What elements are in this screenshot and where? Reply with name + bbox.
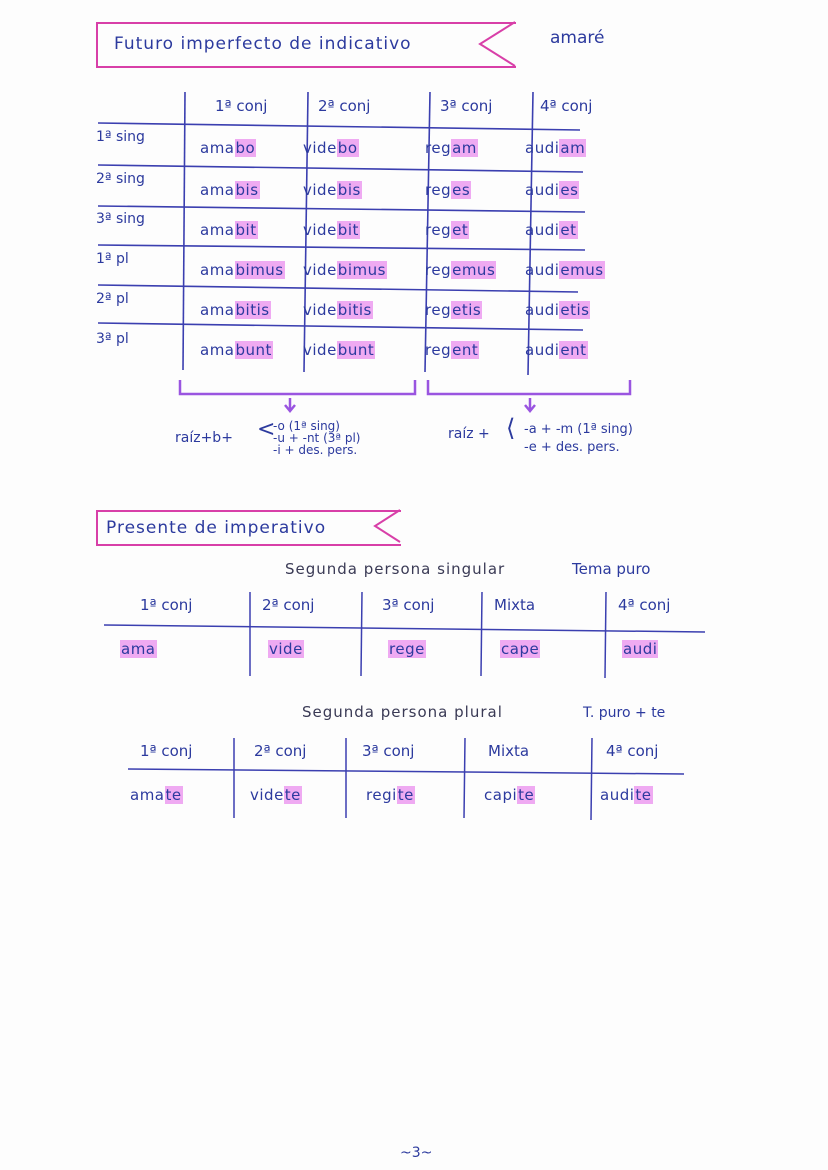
conjugation-cell	[525, 341, 588, 359]
conjugation-cell	[425, 221, 469, 239]
conjugation-cell	[200, 139, 256, 157]
word-stem: reg	[425, 139, 452, 157]
highlighted-ending: bunt	[337, 341, 375, 359]
word-stem: ama	[130, 786, 165, 804]
section-title-banner	[96, 22, 516, 68]
highlighted-ending: es	[560, 181, 579, 199]
page-number: ~3~	[400, 1145, 433, 1161]
word-stem: ama	[200, 341, 235, 359]
column-header: 1ª conj	[140, 596, 193, 614]
highlighted-ending: te	[518, 786, 535, 804]
word-stem: audi	[600, 786, 635, 804]
section-title-banner	[96, 510, 401, 546]
conjugation-cell	[200, 341, 273, 359]
brace-icon: <	[257, 417, 276, 442]
example-word: amaré	[550, 28, 605, 48]
conjugation-cell	[130, 786, 183, 804]
conjugation-cell	[600, 786, 653, 804]
conjugation-cell	[303, 221, 360, 239]
row-label: 3ª pl	[96, 331, 129, 347]
column-header: 1ª conj	[140, 742, 193, 760]
word-stem: vide	[303, 181, 337, 199]
conjugation-cell	[200, 221, 258, 239]
conjugation-cell	[200, 261, 285, 279]
conjugation-cell	[425, 181, 471, 199]
formula-line: -a + -m (1ª sing)	[524, 422, 633, 437]
highlighted-ending: bis	[235, 181, 259, 199]
formula-line: -o (1ª sing)	[273, 419, 340, 433]
word-stem: reg	[425, 221, 452, 239]
conjugation-cell	[525, 139, 586, 157]
highlighted-ending: bit	[235, 221, 257, 239]
highlighted-ending: etis	[560, 301, 590, 319]
conjugation-cell	[303, 301, 373, 319]
word-stem: ama	[200, 181, 235, 199]
column-header: 3ª conj	[362, 742, 415, 760]
highlighted-ending: bo	[337, 139, 358, 157]
highlighted-ending: te	[284, 786, 301, 804]
word-stem: vide	[303, 301, 337, 319]
word-stem: vide	[303, 139, 337, 157]
word-stem: reg	[425, 261, 452, 279]
formula-line: -i + des. pers.	[273, 443, 358, 457]
column-header: 4ª conj	[618, 596, 671, 614]
conjugation-cell	[525, 261, 605, 279]
conjugation-cell	[484, 786, 535, 804]
word-stem: audi	[525, 221, 560, 239]
highlighted-ending: etis	[452, 301, 482, 319]
word-stem: ama	[200, 221, 235, 239]
word-stem: capi	[484, 786, 518, 804]
section-title: Presente de imperativo	[106, 518, 327, 538]
column-header: 1ª conj	[215, 97, 268, 115]
conjugation-cell	[525, 301, 590, 319]
word-stem: audi	[525, 261, 560, 279]
highlighted-ending: te	[165, 786, 182, 804]
highlighted-ending: bitis	[337, 301, 372, 319]
conjugation-cell	[622, 640, 658, 658]
conjugation-cell	[120, 640, 157, 658]
conjugation-cell	[303, 181, 362, 199]
word-stem: vide	[303, 221, 337, 239]
word-stem: regi	[366, 786, 397, 804]
conjugation-cell	[200, 181, 260, 199]
word-stem: reg	[425, 181, 452, 199]
highlighted-ending: te	[635, 786, 652, 804]
column-header: 4ª conj	[606, 742, 659, 760]
highlighted-ending: bis	[337, 181, 361, 199]
formula-line: -u + -nt (3ª pl)	[273, 431, 361, 445]
conjugation-cell	[500, 640, 540, 658]
conjugation-cell	[303, 261, 387, 279]
conjugation-cell	[200, 301, 271, 319]
conjugation-cell	[425, 301, 482, 319]
highlighted-ending: bo	[235, 139, 256, 157]
conjugation-cell	[425, 261, 496, 279]
conjugation-cell	[268, 640, 304, 658]
column-header: 3ª conj	[440, 97, 493, 115]
highlighted-ending: am	[560, 139, 586, 157]
highlighted-ending: et	[560, 221, 577, 239]
highlighted-ending: bitis	[235, 301, 270, 319]
brace-icon: ⟨	[506, 414, 516, 442]
word-stem: ama	[200, 301, 235, 319]
highlighted-ending: ent	[452, 341, 479, 359]
column-header: 4ª conj	[540, 97, 593, 115]
row-label: 3ª sing	[96, 211, 145, 227]
word-stem: vide	[303, 341, 337, 359]
row-label: 2ª pl	[96, 291, 129, 307]
word-stem: vide	[250, 786, 284, 804]
row-label: 1ª pl	[96, 251, 129, 267]
column-header: 3ª conj	[382, 596, 435, 614]
highlighted-ending: bimus	[235, 261, 284, 279]
column-header: Mixta	[488, 742, 530, 760]
word-stem: audi	[525, 139, 560, 157]
word-stem: reg	[425, 301, 452, 319]
highlighted-ending: ent	[560, 341, 587, 359]
highlighted-ending: rege	[389, 640, 425, 658]
word-stem: vide	[303, 261, 337, 279]
conjugation-cell	[425, 139, 478, 157]
conjugation-cell	[525, 181, 579, 199]
highlighted-ending: es	[452, 181, 471, 199]
plural-heading: Segunda persona plural	[302, 703, 503, 721]
highlighted-ending: bunt	[235, 341, 272, 359]
column-header: 2ª conj	[254, 742, 307, 760]
highlighted-ending: bimus	[337, 261, 386, 279]
conjugation-cell	[525, 221, 578, 239]
section-title: Futuro imperfecto de indicativo	[114, 34, 412, 54]
column-header: 2ª conj	[262, 596, 315, 614]
conjugation-cell	[425, 341, 479, 359]
column-header: Mixta	[494, 596, 536, 614]
word-stem: reg	[425, 341, 452, 359]
highlighted-ending: bit	[337, 221, 359, 239]
highlighted-ending: cape	[501, 640, 540, 658]
row-label: 1ª sing	[96, 129, 145, 145]
row-label: 2ª sing	[96, 171, 145, 187]
formula-line: -e + des. pers.	[524, 440, 620, 455]
column-header: 2ª conj	[318, 97, 371, 115]
word-stem: audi	[525, 181, 560, 199]
highlighted-ending: am	[452, 139, 477, 157]
highlighted-ending: te	[397, 786, 414, 804]
formula-prefix: raíz+b+	[175, 430, 233, 446]
word-stem: ama	[200, 261, 235, 279]
word-stem: audi	[525, 301, 560, 319]
conjugation-cell	[366, 786, 415, 804]
conjugation-cell	[303, 341, 375, 359]
highlighted-ending: emus	[560, 261, 604, 279]
singular-heading: Segunda persona singular	[285, 560, 506, 578]
conjugation-cell	[303, 139, 359, 157]
highlighted-ending: et	[452, 221, 469, 239]
highlighted-ending: ama	[121, 640, 156, 658]
highlighted-ending: vide	[269, 640, 303, 658]
highlighted-ending: emus	[452, 261, 496, 279]
plural-note: T. puro + te	[583, 705, 666, 721]
word-stem: audi	[525, 341, 560, 359]
word-stem: ama	[200, 139, 235, 157]
singular-note: Tema puro	[572, 560, 651, 578]
conjugation-cell	[250, 786, 302, 804]
conjugation-cell	[388, 640, 426, 658]
formula-prefix: raíz +	[448, 426, 490, 442]
highlighted-ending: audi	[623, 640, 658, 658]
